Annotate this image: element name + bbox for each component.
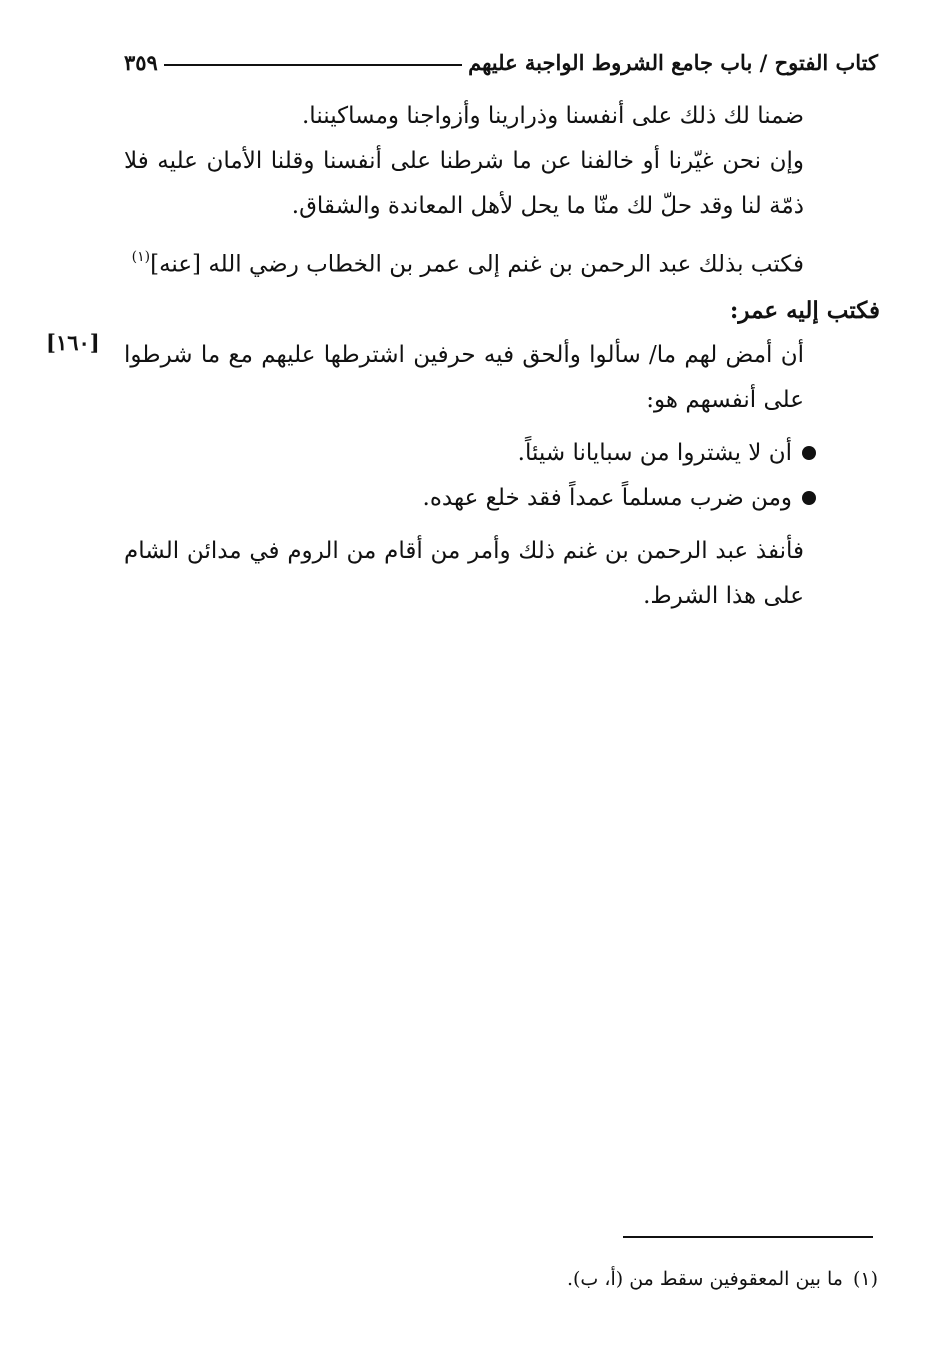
conditions-list [124, 431, 880, 521]
footnote [300, 1268, 878, 1290]
running-header [124, 42, 878, 82]
header-title: كتاب الفتوح / باب جامع الشروط الواجبة عليهم [468, 49, 878, 75]
list-item [124, 431, 816, 476]
footnote-reference: (١) [131, 249, 151, 265]
list-item-text: ومن ضرب مسلماً عمداً فقد خلع عهده. [422, 484, 792, 511]
page-number: ٣٥٩ [124, 49, 158, 75]
header-rule [164, 64, 462, 66]
paragraph-1: ضمنا لك ذلك على أنفسنا وذرارينا وأزواجنا ومساكيننا. [302, 103, 804, 129]
bullet-icon [802, 446, 816, 460]
footnote-separator [623, 1236, 873, 1238]
margin-folio-marker: [١٦٠] [46, 330, 100, 355]
footnote-number: (١) [852, 1268, 878, 1290]
paragraph-2: وإن نحن غيّرنا أو خالفنا عن ما شرطنا على أنفسنا وقلنا الأمان عليه فلا ذمّة لنا وقد حلّ لك منّا ما يحل لأهل المعاندة والشقاق. [124, 148, 804, 219]
paragraph-5: أن أمض لهم ما/ سألوا وألحق فيه حرفين اشترطها عليهم مع ما شرطوا على أنفسهم هو: [124, 341, 804, 413]
list-item-text: أن لا يشتروا من سبايانا شيئاً. [517, 439, 792, 466]
paragraph-3 [124, 237, 880, 288]
paragraph-6: فأنفذ عبد الرحمن بن غنم ذلك وأمر من أقام من الروم في مدائن الشام على هذا الشرط. [124, 537, 804, 609]
paragraph-3-text: فكتب بذلك عبد الرحمن بن غنم إلى عمر بن الخطاب رضي الله [عنه] [150, 251, 804, 278]
footnote-text: ما بين المعقوفين سقط من (أ، ب). [566, 1268, 843, 1290]
paragraph-4: فكتب إليه عمر: [729, 296, 880, 324]
bullet-icon [802, 491, 816, 505]
main-text [124, 94, 880, 619]
list-item [124, 476, 816, 521]
